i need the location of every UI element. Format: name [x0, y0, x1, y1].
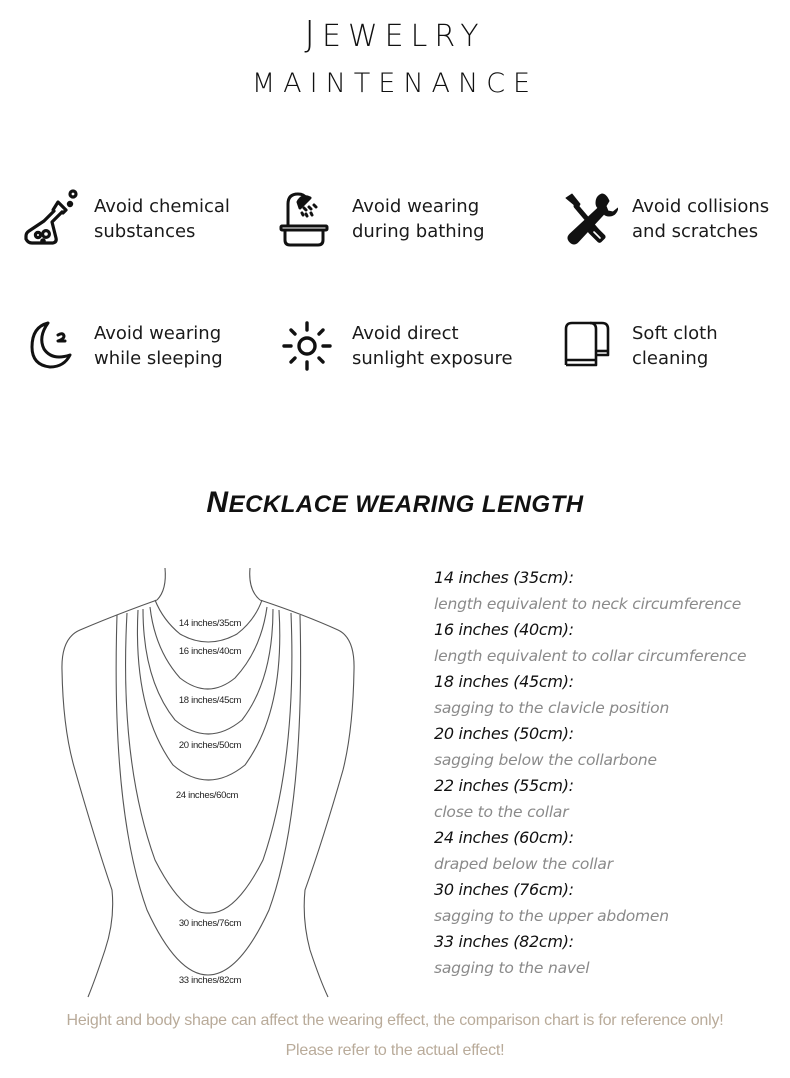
section-title	[0, 486, 790, 520]
length-title: 20 inches (50cm):	[434, 724, 574, 743]
disclaimer-line2: Please refer to the actual effect!	[285, 1042, 505, 1059]
page-title-line1	[0, 14, 790, 55]
length-title: 33 inches (82cm):	[434, 932, 574, 951]
care-tip-text	[94, 194, 230, 244]
care-tip-line1: Avoid wearing	[352, 196, 480, 217]
care-tip-sleeping	[18, 315, 223, 377]
length-title: 24 inches (60cm):	[434, 828, 574, 847]
length-desc: sagging below the collarbone	[434, 751, 657, 769]
length-title: 30 inches (76cm):	[434, 880, 574, 899]
figure-label-33: 33 inches/82cm	[178, 975, 242, 986]
moon-sleep-icon	[18, 315, 80, 377]
care-tip-line1: Avoid collisions	[632, 196, 770, 217]
figure-label-20: 20 inches/50cm	[178, 740, 242, 751]
disclaimer-line1: Height and body shape can affect the wearing effect, the comparison chart is for reference only!	[66, 1012, 724, 1029]
length-title: 14 inches (35cm):	[434, 568, 574, 587]
care-tip-chemical	[18, 188, 230, 250]
length-desc: sagging to the navel	[434, 959, 590, 977]
care-tip-bathing	[276, 188, 485, 250]
care-tip-line2: sunlight exposure	[352, 348, 513, 369]
care-tip-line1: Soft cloth	[632, 323, 718, 344]
care-tip-text	[352, 194, 485, 244]
length-desc: sagging to the upper abdomen	[434, 907, 669, 925]
length-legend	[434, 565, 746, 981]
towel-icon	[556, 315, 618, 377]
shower-bath-icon	[276, 188, 338, 250]
length-desc: length equivalent to neck circumference	[434, 595, 742, 613]
length-title: 22 inches (55cm):	[434, 776, 574, 795]
care-tip-line2: while sleeping	[94, 348, 223, 369]
figure-label-14: 14 inches/35cm	[178, 618, 242, 629]
care-tip-text	[94, 321, 223, 371]
figure-label-30: 30 inches/76cm	[178, 918, 242, 929]
care-tip-line2: and scratches	[632, 221, 759, 242]
page-title-line2: MAINTENANCE	[251, 68, 539, 99]
care-tip-line2: during bathing	[352, 221, 485, 242]
care-tip-line1: Avoid direct	[352, 323, 459, 344]
figure-label-24: 24 inches/60cm	[175, 790, 239, 801]
necklace-length-diagram	[55, 560, 365, 1000]
care-tip-collisions	[556, 188, 769, 250]
length-title: 18 inches (45cm):	[434, 672, 574, 691]
length-desc: draped below the collar	[434, 855, 613, 873]
care-tip-text	[632, 194, 769, 244]
care-tip-line2: substances	[94, 221, 196, 242]
length-desc: length equivalent to collar circumference	[434, 647, 747, 665]
length-desc: sagging to the clavicle position	[434, 699, 670, 717]
tools-icon	[556, 188, 618, 250]
care-tip-sunlight	[276, 315, 513, 377]
title-initial: J	[304, 14, 323, 55]
figure-label-18: 18 inches/45cm	[178, 695, 242, 706]
care-tip-line1: Avoid wearing	[94, 323, 222, 344]
length-title: 16 inches (40cm):	[434, 620, 574, 639]
care-tip-text	[352, 321, 513, 371]
title-rest: EWELRY	[322, 19, 486, 54]
care-tip-text	[632, 321, 718, 371]
section-title-initial: N	[206, 486, 229, 519]
length-desc: close to the collar	[434, 803, 569, 821]
section-title-rest: ECKLACE WEARING LENGTH	[228, 491, 584, 518]
care-tip-line2: cleaning	[632, 348, 709, 369]
flask-icon	[18, 188, 80, 250]
care-tip-line1: Avoid chemical	[94, 196, 230, 217]
care-tip-cloth	[556, 315, 718, 377]
figure-label-16: 16 inches/40cm	[178, 646, 242, 657]
sun-icon	[276, 315, 338, 377]
